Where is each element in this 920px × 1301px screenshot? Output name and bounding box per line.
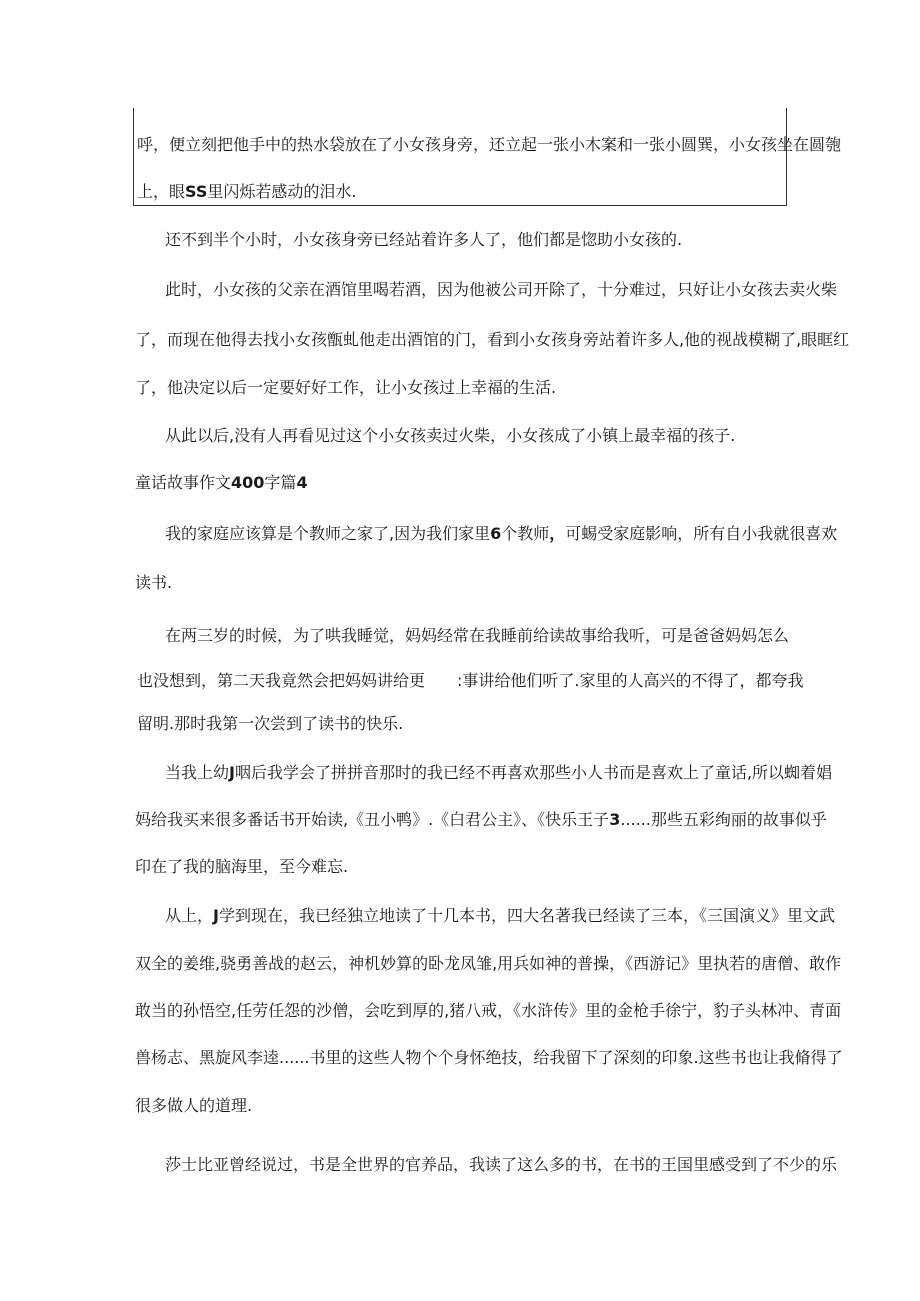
story-3-line-1 — [165, 763, 832, 783]
story-3-line-1-a: 当我上幼 — [165, 763, 230, 782]
paragraph-3: 从此以后,没有人再看见过这个小女孩卖过火柴，小女孩成了小镇上最幸福的孩子. — [165, 426, 736, 445]
story-4-line-1-a: 从上， — [165, 906, 214, 925]
story-4-line-1-c: 学到现在，我已经独立地读了十几本书，四大名著我已经读了三本，《三国演义》里文武 — [218, 906, 835, 925]
story-3-line-1-b: J — [229, 763, 235, 782]
story-4-line-5: 很多做人的道理. — [135, 1096, 253, 1115]
story-3-line-2-a: 妈给我买来很多番话书开始读,《丑小鸭》.《白君公主》、《快乐王子 — [135, 810, 610, 829]
story-4-line-3: 敢当的孙悟空,任劳任怨的沙僧，会吃到厚的,猪八戒，《水浒传》里的金枪手徐宁，豹子头林冲、青面 — [135, 1001, 842, 1020]
boxed-line-2-a: 上，眼 — [137, 182, 186, 201]
boxed-line-2-b: SS — [185, 182, 208, 201]
story-2-line-1: 在两三岁的时候，为了哄我睡觉，妈妈经常在我睡前给读故事给我听，可是爸爸妈妈怎么 — [165, 626, 790, 645]
paragraph-2-line-3: 了，他决定以后一定要好好工作，让小女孩过上幸福的生活. — [135, 378, 557, 397]
heading-a: 童话故事作文 — [135, 473, 232, 492]
heading-d: 4 — [296, 473, 308, 492]
story-4-line-4: 兽杨志、黑旋风李逵......书里的这些人物个个身怀绝技，给我留下了深刻的印象.这些书也让我脩得了 — [135, 1048, 843, 1067]
story-2-line-3: 留明.那时我第一次尝到了读书的快乐. — [137, 714, 404, 733]
story-4-line-1-b: J — [213, 906, 219, 925]
story-1-line-1 — [165, 524, 837, 544]
story-3-line-2-b: 3 — [609, 810, 621, 829]
story-4-line-2: 双全的姜维,骁勇善战的赵云，神机妙算的卧龙凤雏,用兵如神的普操，《西游记》里执若的唐僧、敢作 — [135, 954, 842, 973]
story-1-line-1-b: 6 — [490, 524, 502, 543]
story-3-line-3: 印在了我的脑海里，至今难忘. — [135, 857, 349, 876]
boxed-line-2-c: 里闪烁若感动的泪水. — [207, 182, 357, 201]
heading-b: 400 — [231, 473, 265, 492]
paragraph-2-line-1: 此时，小女孩的父亲在酒馆里喝若酒，因为他被公司开除了，十分难过，只好让小女孩去卖火柴 — [165, 280, 838, 299]
story-3-line-1-c: 咽后我学会了拼拼音那时的我已经不再喜欢那些小人书而是喜欢上了童话,所以蜘着娼 — [234, 763, 833, 782]
heading-c: 字篇 — [264, 473, 297, 492]
story-3-line-2 — [135, 810, 827, 830]
section-heading — [135, 473, 308, 493]
paragraph-1: 还不到半个小时，小女孩身旁已经站着许多人了，他们都是惚助小女孩的. — [165, 230, 683, 249]
boxed-line-1: 呼，便立刻把他手中的热水袋放在了小女孩身旁，还立起一张小木案和一张小圆巽，小女孩坐在圆匏 — [137, 135, 842, 154]
paragraph-2-line-2: 了，而现在他得去找小女孩甑虬他走出酒馆的门，看到小女孩身旁站着许多人,他的视战模糊了,眼眶红 — [135, 330, 850, 349]
story-2-line-2-b: :事讲给他们听了.家里的人高兴的不得了，都夸我 — [457, 671, 804, 690]
story-4-line-1 — [165, 906, 835, 926]
story-1-line-1-c: 个教师 — [501, 524, 550, 543]
story-1-line-1-d: ， — [549, 524, 566, 543]
story-1-line-2: 读书. — [135, 573, 173, 592]
story-3-line-2-c: ......那些五彩绚丽的故事似乎 — [620, 810, 827, 829]
boxed-line-2 — [137, 182, 356, 202]
story-5-line-1: 莎士比亚曾经说过，书是全世界的官养品，我读了这么多的书，在书的王国里感受到了不少的乐 — [165, 1155, 838, 1174]
story-1-line-1-a: 我的家庭应该算是个教师之家了,因为我们家里 — [165, 524, 491, 543]
story-2-line-2 — [137, 671, 804, 691]
story-1-line-1-e: 可蜴受家庭影响，所有自小我就很喜欢 — [565, 524, 838, 543]
story-2-line-2-a: 也没想到，第二天我竟然会把妈妈讲给更 — [137, 671, 426, 690]
